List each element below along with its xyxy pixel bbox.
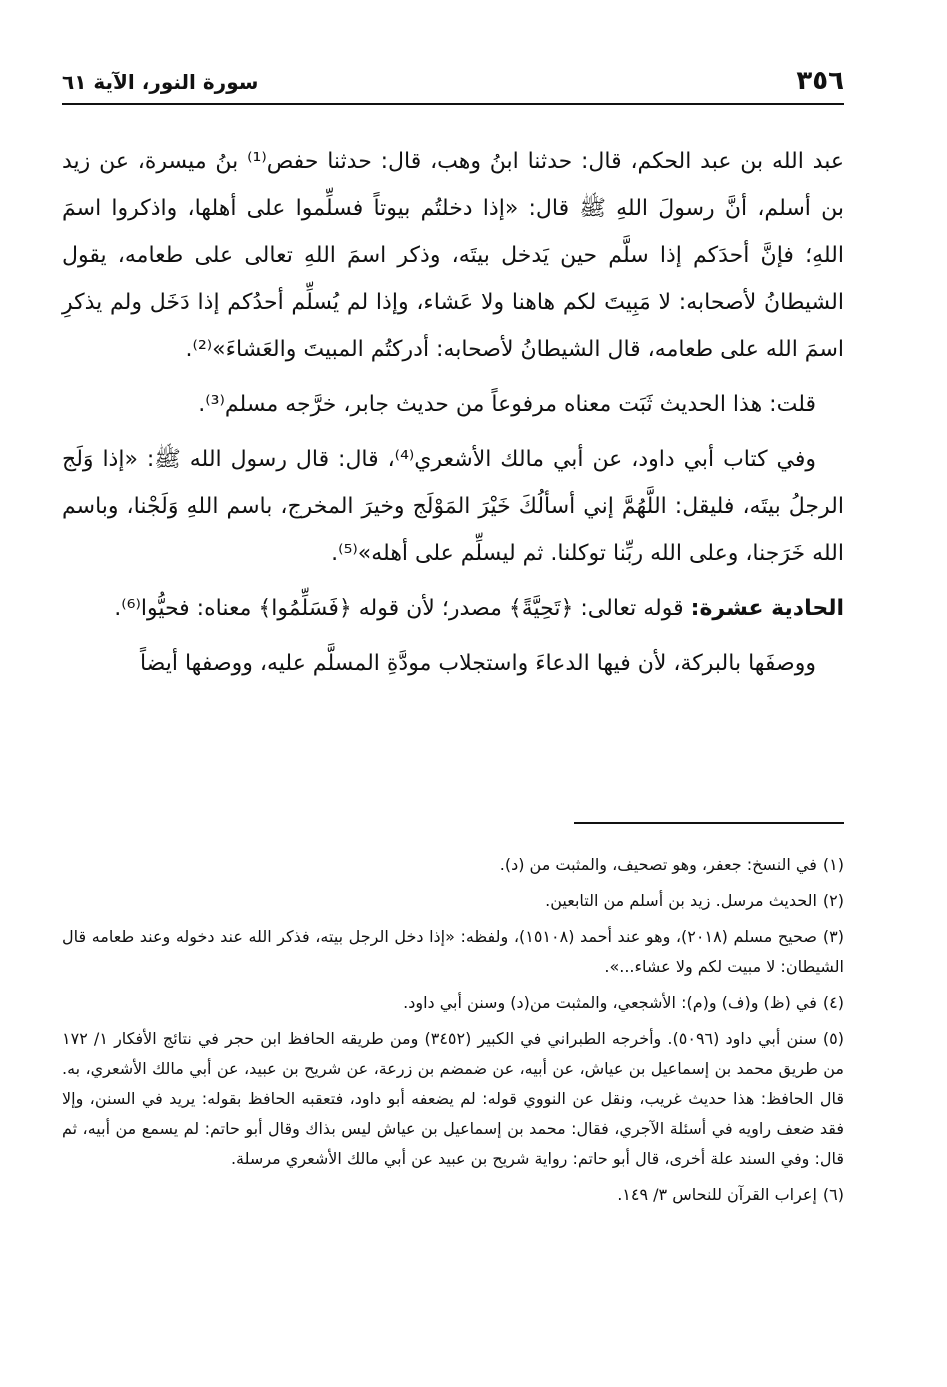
footnote-item (62, 988, 844, 1018)
footnotes (62, 850, 844, 1216)
page-number: ٣٥٦ (796, 66, 844, 96)
page-header (62, 64, 844, 100)
paragraph-eleventh (62, 585, 844, 632)
footnote-number: (٢) (822, 891, 844, 910)
running-title: سورة النور، الآية ٦١ (62, 70, 259, 94)
paragraph-abu-dawud: وفي كتاب أبي داود، عن أبي مالك الأشعري⁽⁴⁾، قال: قال رسول الله ﷺ: «إذا وَلَج الرجلُ بيتَه، فليقل: اللَّهُمَّ إني أسألُكَ خَيْرَ المَوْلَج وخيرَ المخرج، باسم اللهِ وَلَجْنا، وباسم الله خَرَجنا، وعلى الله ربِّنا توكلنا. ثم ليسلِّم على أهله»⁽⁵⁾. (62, 447, 844, 566)
paragraph-blessing: ووصفَها بالبركة، لأن فيها الدعاءَ واستجلاب مودَّةِ المسلَّم عليه، ووصفها أيضاً (139, 651, 816, 676)
footnote-number: (٤) (822, 993, 844, 1012)
header-rule (62, 103, 844, 105)
footnote-text: في النسخ: جعفر، وهو تصحيف، والمثبت من (د). (499, 855, 817, 874)
paragraph-comment: قلت: هذا الحديث ثَبَت معناه مرفوعاً من حديث جابر، خرَّجه مسلم⁽³⁾. (198, 392, 816, 417)
footnote-number: (٣) (822, 927, 844, 946)
footnote-item (62, 922, 844, 982)
footnote-text: في (ظ) و(ف) و(م): الأشجعي، والمثبت من(د) وسنن أبي داود. (403, 993, 817, 1012)
paragraph-hadith: عبد الله بن عبد الحكم، قال: حدثنا ابنُ وهب، قال: حدثنا حفص⁽¹⁾ بنُ ميسرة، عن زيد بن أسلم، أنَّ رسولَ اللهِ ﷺ قال: «إذا دخلتُم بيوتاً فسلِّموا على أهلها، واذكروا اسمَ اللهِ؛ فإنَّ أحدَكم إذا سلَّم حين يَدخل بيتَه، وذكر اسمَ اللهِ تعالى على طعامه، يقول الشيطانُ لأصحابه: لا مَبِيتَ لكم هاهنا ولا عَشاء، وإذا لم يُسلِّم أحدُكم إذا دَخَل ولم يذكرِ اسمَ الله على طعامه، قال الشيطانُ لأصحابه: أدركتُم المبيتَ والعَشاءَ»⁽²⁾. (62, 149, 844, 362)
footnote-text: سنن أبي داود (٥٠٩٦). وأخرجه الطبراني في الكبير (٣٤٥٢) ومن طريقه الحافظ ابن حجر في نتائج الأفكار ١/ ١٧٢ من طريق محمد بن إسماعيل بن عياش، عن أبيه، عن ضمضم بن زرعة، عن شريح بن عبيد، عن أبي مالك الأشعري، به. قال الحافظ: هذا حديث غريب، ونقل عن النووي قوله: لم يضعفه أبو داود، فتعقبه الحافظ بقوله: يريد في السنن، وإلا فقد ضعف راويه في أسئلة الآجري، فقال: محمد بن إسماعيل بن عياش ليس بذاك وقال أبو حاتم: لم يسمع من أبيه، ثم قال: وفي السند علة أخرى، قال أبو حاتم: رواية شريح بن عبيد عن أبي مالك الأشعري مرسلة. (62, 1029, 844, 1168)
footnote-text: إعراب القرآن للنحاس ٣/ ١٤٩. (617, 1185, 817, 1204)
footnote-number: (٦) (822, 1185, 844, 1204)
main-text (62, 138, 844, 695)
section-text: قوله تعالى: ﴿تَحِيَّةً﴾ مصدر؛ لأن قوله ﴿فَسَلِّمُوا﴾ معناه: فحيُّوا⁽⁶⁾. (114, 596, 684, 621)
section-heading: الحادية عشرة: (690, 596, 844, 621)
footnote-item (62, 1024, 844, 1174)
footnote-rule (574, 822, 844, 824)
footnote-text: صحيح مسلم (٢٠١٨)، وهو عند أحمد (١٥١٠٨)، ولفظه: «إذا دخل الرجل بيته، فذكر الله عند دخوله وعند طعامه قال الشيطان: لا مبيت لكم ولا عشاء...». (62, 927, 844, 976)
footnote-item (62, 886, 844, 916)
footnote-number: (٥) (822, 1029, 844, 1048)
footnote-item (62, 850, 844, 880)
footnote-text: الحديث مرسل. زيد بن أسلم من التابعين. (545, 891, 817, 910)
footnote-item (62, 1180, 844, 1210)
footnote-number: (١) (822, 855, 844, 874)
